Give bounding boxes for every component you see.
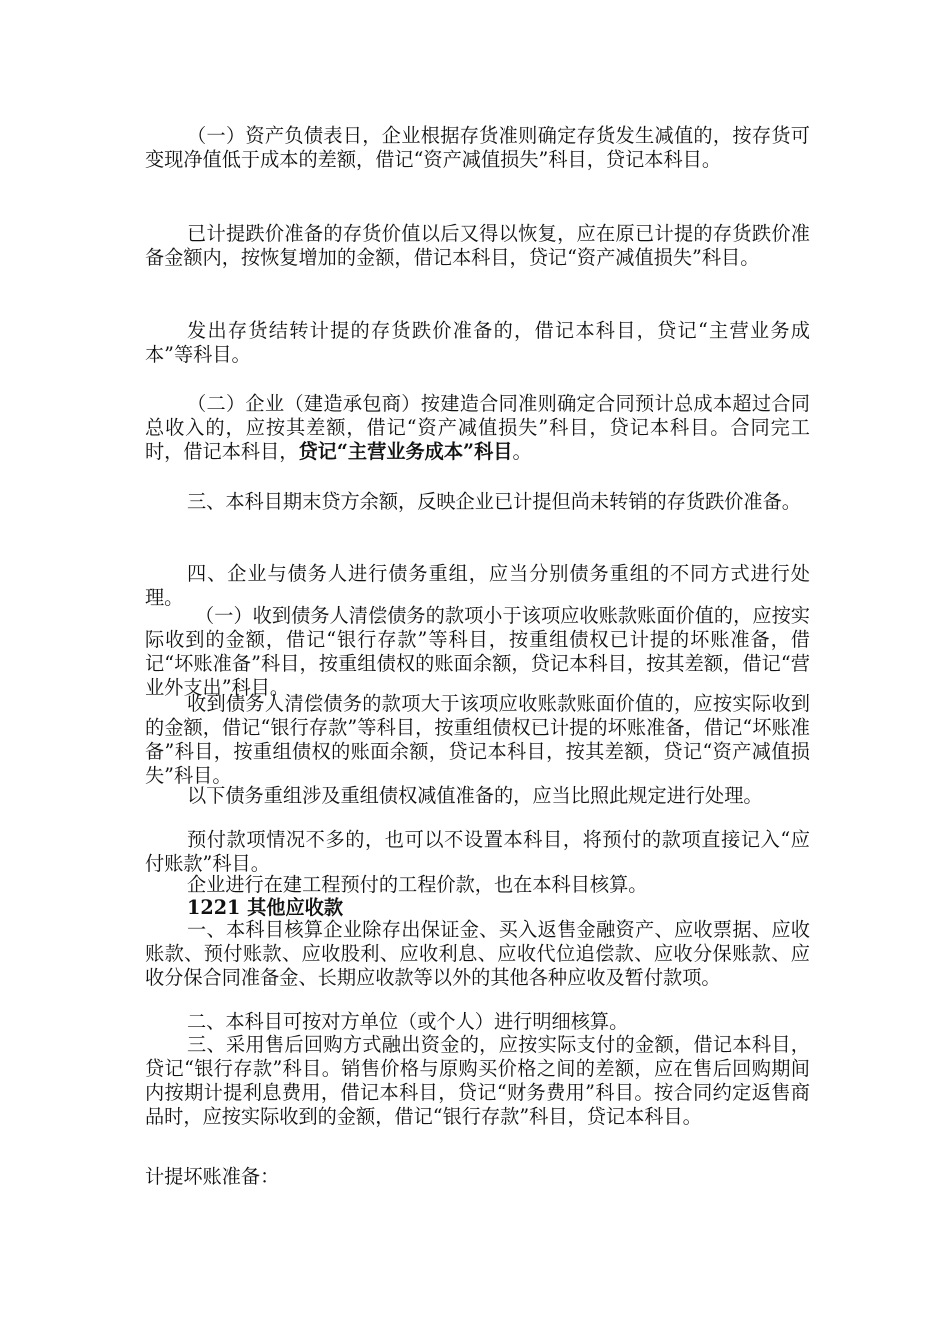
paragraph-construction-contract-end: 。 <box>512 440 532 463</box>
paragraph-construction-prepayment: 企业进行在建工程预付的工程价款，也在本科目核算。 <box>187 873 648 896</box>
section-heading-1221: 1221 其他应收款 <box>187 896 344 919</box>
paragraph-detail-accounting: 二、本科目可按对方单位（或个人）进行明细核算。 <box>187 1010 629 1033</box>
paragraph-inventory-impairment: （一）资产负债表日，企业根据存货准则确定存货发生减值的，按存货可变现净值低于成本的差额，借记“资产减值损失”科目，贷记本科目。 <box>145 124 810 171</box>
paragraph-prepayments: 预付款项情况不多的，也可以不设置本科目，将预付的款项直接记入“应付账款”科目。 <box>145 828 810 875</box>
paragraph-impairment-recovery: 已计提跌价准备的存货价值以后又得以恢复，应在原已计提的存货跌价准备金额内，按恢复增加的金额，借记本科目，贷记“资产减值损失”科目。 <box>145 222 810 269</box>
paragraph-construction-contract-text: （二）企业（建造承包商）按建造合同准则确定合同预计总成本超过合同总收入的，应按其差额，借记“资产减值损失”科目，贷记本科目。合同完工时，借记本科目， <box>145 392 810 463</box>
bold-main-business-cost: 贷记“主营业务成本”科目 <box>298 440 513 463</box>
paragraph-restructuring-reference: 以下债务重组涉及重组债权减值准备的，应当比照此规定进行处理。 <box>187 784 763 807</box>
paragraph-debt-less-than-book: （一）收到债务人清偿债务的款项小于该项应收账款账面价值的，应按实际收到的金额，借记“银行存款”等科目，按重组债权已计提的坏账准备，借记“坏账准备”科目，按重组债权的账面余额，贷记本科目，按其差额，借记“营业外支出”科目。 <box>145 604 810 699</box>
paragraph-inventory-transfer: 发出存货结转计提的存货跌价准备的，借记本科目，贷记“主营业务成本”等科目。 <box>145 319 810 366</box>
paragraph-debt-restructuring: 四、企业与债务人进行债务重组，应当分别债务重组的不同方式进行处理。 <box>145 562 810 609</box>
paragraph-repurchase-financing: 三、采用售后回购方式融出资金的，应按实际支付的金额，借记本科目，贷记“银行存款”科目。销售价格与原购买价格之间的差额，应在售后回购期间内按期计提利息费用，借记本科目，贷记“财务费用”科目。按合同约定返售商品时，应按实际收到的金额，借记“银行存款”科目，贷记本科目。 <box>145 1033 810 1128</box>
paragraph-debt-greater-than-book: 收到债务人清偿债务的款项大于该项应收账款账面价值的，应按实际收到的金额，借记“银行存款”等科目，按重组债权已计提的坏账准备，借记“坏账准备”科目，按重组债权的账面余额，贷记本科目，按其差额，贷记“资产减值损失”科目。 <box>145 692 810 787</box>
paragraph-construction-contract <box>145 392 810 464</box>
paragraph-period-end-balance: 三、本科目期末贷方余额，反映企业已计提但尚未转销的存货跌价准备。 <box>187 490 801 513</box>
paragraph-other-receivables-scope: 一、本科目核算企业除存出保证金、买入返售金融资产、应收票据、应收账款、预付账款、应收股利、应收利息、应收代位追偿款、应收分保账款、应收分保合同准备金、长期应收款等以外的其他各种应收及暂付款项。 <box>145 918 810 989</box>
paragraph-bad-debt-provision: 计提坏账准备： <box>145 1165 280 1188</box>
